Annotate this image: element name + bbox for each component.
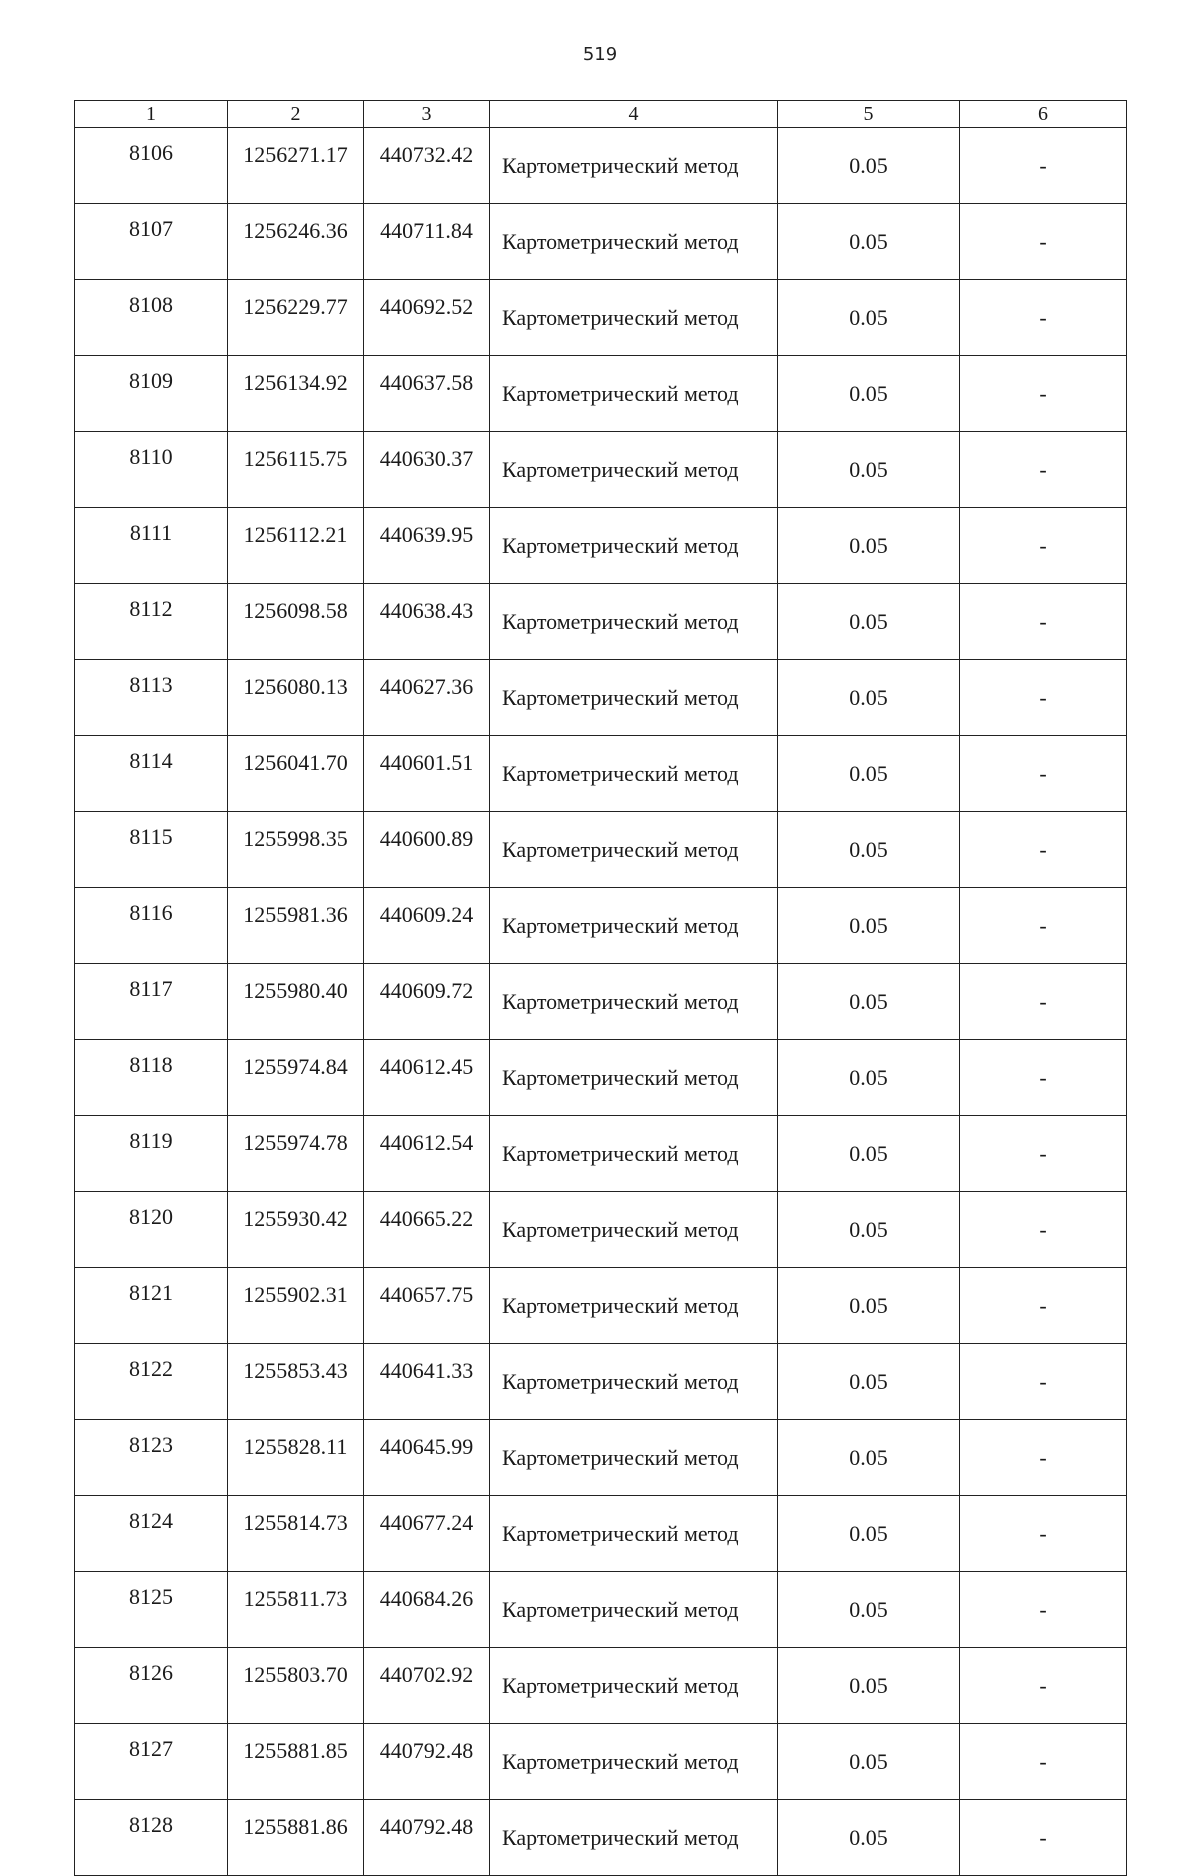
point-number-cell: 8120 (75, 1192, 228, 1268)
table-row (75, 812, 1127, 888)
accuracy-cell: 0.05 (778, 736, 960, 812)
description-cell: - (960, 1724, 1127, 1800)
table-row (75, 888, 1127, 964)
y-coordinate-cell: 440612.45 (364, 1040, 490, 1116)
y-coordinate-cell: 440732.42 (364, 128, 490, 204)
table-row (75, 660, 1127, 736)
description-cell: - (960, 204, 1127, 280)
point-number-cell: 8122 (75, 1344, 228, 1420)
header-row (75, 101, 1127, 128)
table-row (75, 128, 1127, 204)
description-cell: - (960, 508, 1127, 584)
accuracy-cell: 0.05 (778, 1344, 960, 1420)
y-coordinate-cell: 440630.37 (364, 432, 490, 508)
description-cell: - (960, 1192, 1127, 1268)
accuracy-cell: 0.05 (778, 1724, 960, 1800)
y-coordinate-cell: 440665.22 (364, 1192, 490, 1268)
method-cell: Картометрический метод (490, 1648, 778, 1724)
method-cell: Картометрический метод (490, 1420, 778, 1496)
accuracy-cell: 0.05 (778, 888, 960, 964)
x-coordinate-cell: 1255998.35 (228, 812, 364, 888)
point-number-cell: 8108 (75, 280, 228, 356)
x-coordinate-cell: 1255902.31 (228, 1268, 364, 1344)
point-number-cell: 8126 (75, 1648, 228, 1724)
accuracy-cell: 0.05 (778, 1420, 960, 1496)
table-row (75, 584, 1127, 660)
table-row (75, 1192, 1127, 1268)
accuracy-cell: 0.05 (778, 1116, 960, 1192)
x-coordinate-cell: 1255980.40 (228, 964, 364, 1040)
point-number-cell: 8121 (75, 1268, 228, 1344)
y-coordinate-cell: 440711.84 (364, 204, 490, 280)
table-row (75, 432, 1127, 508)
method-cell: Картометрический метод (490, 1572, 778, 1648)
description-cell: - (960, 1344, 1127, 1420)
point-number-cell: 8113 (75, 660, 228, 736)
table-row (75, 736, 1127, 812)
description-cell: - (960, 356, 1127, 432)
x-coordinate-cell: 1255974.78 (228, 1116, 364, 1192)
accuracy-cell: 0.05 (778, 356, 960, 432)
method-cell: Картометрический метод (490, 1192, 778, 1268)
x-coordinate-cell: 1255881.85 (228, 1724, 364, 1800)
description-cell: - (960, 812, 1127, 888)
accuracy-cell: 0.05 (778, 964, 960, 1040)
point-number-cell: 8112 (75, 584, 228, 660)
x-coordinate-cell: 1255930.42 (228, 1192, 364, 1268)
header-cell-3: 3 (364, 101, 490, 128)
y-coordinate-cell: 440657.75 (364, 1268, 490, 1344)
point-number-cell: 8117 (75, 964, 228, 1040)
x-coordinate-cell: 1256246.36 (228, 204, 364, 280)
x-coordinate-cell: 1255853.43 (228, 1344, 364, 1420)
x-coordinate-cell: 1256080.13 (228, 660, 364, 736)
method-cell: Картометрический метод (490, 432, 778, 508)
method-cell: Картометрический метод (490, 280, 778, 356)
accuracy-cell: 0.05 (778, 1192, 960, 1268)
x-coordinate-cell: 1255814.73 (228, 1496, 364, 1572)
table-row (75, 964, 1127, 1040)
description-cell: - (960, 1800, 1127, 1876)
table-row (75, 1040, 1127, 1116)
table-row (75, 356, 1127, 432)
y-coordinate-cell: 440627.36 (364, 660, 490, 736)
y-coordinate-cell: 440684.26 (364, 1572, 490, 1648)
y-coordinate-cell: 440612.54 (364, 1116, 490, 1192)
table-row (75, 280, 1127, 356)
method-cell: Картометрический метод (490, 1268, 778, 1344)
x-coordinate-cell: 1255828.11 (228, 1420, 364, 1496)
accuracy-cell: 0.05 (778, 204, 960, 280)
method-cell: Картометрический метод (490, 356, 778, 432)
method-cell: Картометрический метод (490, 1724, 778, 1800)
description-cell: - (960, 280, 1127, 356)
point-number-cell: 8107 (75, 204, 228, 280)
coordinates-table (74, 100, 1127, 1876)
point-number-cell: 8109 (75, 356, 228, 432)
point-number-cell: 8111 (75, 508, 228, 584)
accuracy-cell: 0.05 (778, 128, 960, 204)
accuracy-cell: 0.05 (778, 508, 960, 584)
point-number-cell: 8114 (75, 736, 228, 812)
x-coordinate-cell: 1256115.75 (228, 432, 364, 508)
y-coordinate-cell: 440609.24 (364, 888, 490, 964)
x-coordinate-cell: 1255974.84 (228, 1040, 364, 1116)
point-number-cell: 8125 (75, 1572, 228, 1648)
method-cell: Картометрический метод (490, 508, 778, 584)
point-number-cell: 8123 (75, 1420, 228, 1496)
description-cell: - (960, 736, 1127, 812)
accuracy-cell: 0.05 (778, 1496, 960, 1572)
method-cell: Картометрический метод (490, 812, 778, 888)
y-coordinate-cell: 440600.89 (364, 812, 490, 888)
y-coordinate-cell: 440641.33 (364, 1344, 490, 1420)
y-coordinate-cell: 440638.43 (364, 584, 490, 660)
header-cell-4: 4 (490, 101, 778, 128)
description-cell: - (960, 128, 1127, 204)
description-cell: - (960, 584, 1127, 660)
table-row (75, 1344, 1127, 1420)
accuracy-cell: 0.05 (778, 432, 960, 508)
point-number-cell: 8116 (75, 888, 228, 964)
point-number-cell: 8127 (75, 1724, 228, 1800)
x-coordinate-cell: 1255811.73 (228, 1572, 364, 1648)
method-cell: Картометрический метод (490, 964, 778, 1040)
table-row (75, 1648, 1127, 1724)
method-cell: Картометрический метод (490, 660, 778, 736)
description-cell: - (960, 1268, 1127, 1344)
accuracy-cell: 0.05 (778, 660, 960, 736)
accuracy-cell: 0.05 (778, 1040, 960, 1116)
method-cell: Картометрический метод (490, 736, 778, 812)
point-number-cell: 8119 (75, 1116, 228, 1192)
description-cell: - (960, 1496, 1127, 1572)
point-number-cell: 8115 (75, 812, 228, 888)
accuracy-cell: 0.05 (778, 812, 960, 888)
method-cell: Картометрический метод (490, 1116, 778, 1192)
table-row (75, 1268, 1127, 1344)
x-coordinate-cell: 1255981.36 (228, 888, 364, 964)
header-cell-2: 2 (228, 101, 364, 128)
header-cell-6: 6 (960, 101, 1127, 128)
method-cell: Картометрический метод (490, 204, 778, 280)
accuracy-cell: 0.05 (778, 1572, 960, 1648)
description-cell: - (960, 888, 1127, 964)
y-coordinate-cell: 440637.58 (364, 356, 490, 432)
x-coordinate-cell: 1255803.70 (228, 1648, 364, 1724)
accuracy-cell: 0.05 (778, 584, 960, 660)
accuracy-cell: 0.05 (778, 1800, 960, 1876)
description-cell: - (960, 1116, 1127, 1192)
y-coordinate-cell: 440639.95 (364, 508, 490, 584)
method-cell: Картометрический метод (490, 1344, 778, 1420)
method-cell: Картометрический метод (490, 888, 778, 964)
y-coordinate-cell: 440792.48 (364, 1724, 490, 1800)
x-coordinate-cell: 1256112.21 (228, 508, 364, 584)
y-coordinate-cell: 440601.51 (364, 736, 490, 812)
x-coordinate-cell: 1255881.86 (228, 1800, 364, 1876)
y-coordinate-cell: 440792.48 (364, 1800, 490, 1876)
method-cell: Картометрический метод (490, 1496, 778, 1572)
x-coordinate-cell: 1256041.70 (228, 736, 364, 812)
x-coordinate-cell: 1256134.92 (228, 356, 364, 432)
page-number: 519 (582, 44, 618, 65)
description-cell: - (960, 1420, 1127, 1496)
accuracy-cell: 0.05 (778, 1648, 960, 1724)
y-coordinate-cell: 440692.52 (364, 280, 490, 356)
table-row (75, 1572, 1127, 1648)
table-row (75, 1420, 1127, 1496)
x-coordinate-cell: 1256229.77 (228, 280, 364, 356)
table-header (75, 101, 1127, 128)
description-cell: - (960, 964, 1127, 1040)
x-coordinate-cell: 1256271.17 (228, 128, 364, 204)
table-row (75, 508, 1127, 584)
point-number-cell: 8118 (75, 1040, 228, 1116)
accuracy-cell: 0.05 (778, 280, 960, 356)
y-coordinate-cell: 440645.99 (364, 1420, 490, 1496)
description-cell: - (960, 1648, 1127, 1724)
method-cell: Картометрический метод (490, 1800, 778, 1876)
description-cell: - (960, 1572, 1127, 1648)
point-number-cell: 8110 (75, 432, 228, 508)
method-cell: Картометрический метод (490, 128, 778, 204)
point-number-cell: 8128 (75, 1800, 228, 1876)
table-row (75, 204, 1127, 280)
point-number-cell: 8124 (75, 1496, 228, 1572)
table-body (75, 128, 1127, 1876)
accuracy-cell: 0.05 (778, 1268, 960, 1344)
header-cell-1: 1 (75, 101, 228, 128)
table-row (75, 1800, 1127, 1876)
y-coordinate-cell: 440702.92 (364, 1648, 490, 1724)
description-cell: - (960, 660, 1127, 736)
y-coordinate-cell: 440677.24 (364, 1496, 490, 1572)
description-cell: - (960, 1040, 1127, 1116)
header-cell-5: 5 (778, 101, 960, 128)
x-coordinate-cell: 1256098.58 (228, 584, 364, 660)
y-coordinate-cell: 440609.72 (364, 964, 490, 1040)
table-row (75, 1116, 1127, 1192)
point-number-cell: 8106 (75, 128, 228, 204)
method-cell: Картометрический метод (490, 1040, 778, 1116)
method-cell: Картометрический метод (490, 584, 778, 660)
description-cell: - (960, 432, 1127, 508)
table-row (75, 1496, 1127, 1572)
table-row (75, 1724, 1127, 1800)
